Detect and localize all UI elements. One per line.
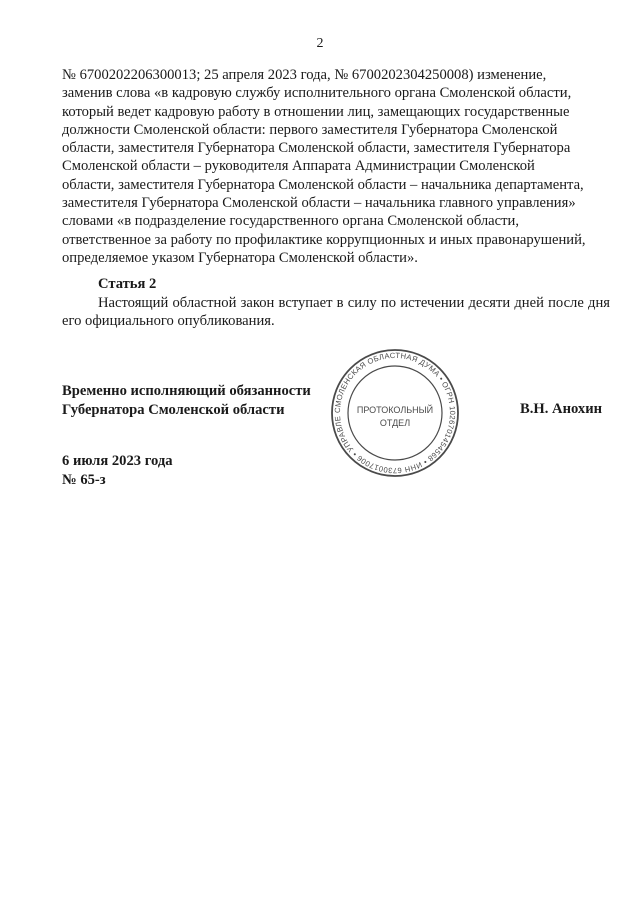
text-line: ответственное за работу по профилактике коррупционных и иных правонарушений, <box>62 231 586 248</box>
stamp-center-line: ПРОТОКОЛЬНЫЙ <box>356 405 434 415</box>
signer-position-line: Временно исполняющий обязанности <box>62 383 311 399</box>
law-text-continuation <box>62 66 610 267</box>
text-line: области, заместителя Губернатора Смоленской области – начальника департамента, <box>62 176 584 193</box>
signer-position <box>62 382 311 419</box>
article-text: Настоящий областной закон вступает в силу по истечении десяти дней после дня его официального опубликования. <box>62 295 610 330</box>
text-line: должности Смоленской области: первого заместителя Губернатора Смоленской <box>62 121 558 138</box>
stamp-ring-text: СМОЛЕНСКАЯ ОБЛАСТНАЯ ДУМА • ОГРН 1026701454568 • ИНН 6730017006 • УПРАВЛЕ <box>332 350 458 476</box>
text-line: № 6700202206300013; 25 апреля 2023 года, № 6700202304250008) изменение, <box>62 67 547 83</box>
stamp-seal-icon <box>320 348 470 478</box>
text-line: определяемое указом Губернатора Смоленской области». <box>62 249 418 266</box>
text-line: который ведет кадровую работу в отношении лиц, замещающих государственные <box>62 103 570 120</box>
stamp-center-line: ОТДЕЛ <box>379 418 411 428</box>
official-stamp <box>320 348 470 478</box>
text-line: Смоленской области – руководителя Аппарата Администрации Смоленской <box>62 158 535 175</box>
signer-position-line: Губернатора Смоленской области <box>62 401 285 418</box>
document-date: 6 июля 2023 года <box>62 453 173 469</box>
text-line: заместителя Губернатора Смоленской области – начальника главного управления» <box>62 195 576 212</box>
page-number: 2 <box>316 36 324 51</box>
signer-name: В.Н. Анохин <box>520 401 603 417</box>
text-line: области, заместителя Губернатора Смоленской области, заместителя Губернатора <box>62 140 571 157</box>
document-number: № 65-з <box>62 471 106 488</box>
article-title: Статья 2 <box>98 276 157 292</box>
date-block <box>62 452 173 489</box>
text-line: словами «в подразделение государственного органа Смоленской области, <box>62 213 519 230</box>
text-line: заменив слова «в кадровую службу исполнительного органа Смоленской области, <box>62 85 572 102</box>
